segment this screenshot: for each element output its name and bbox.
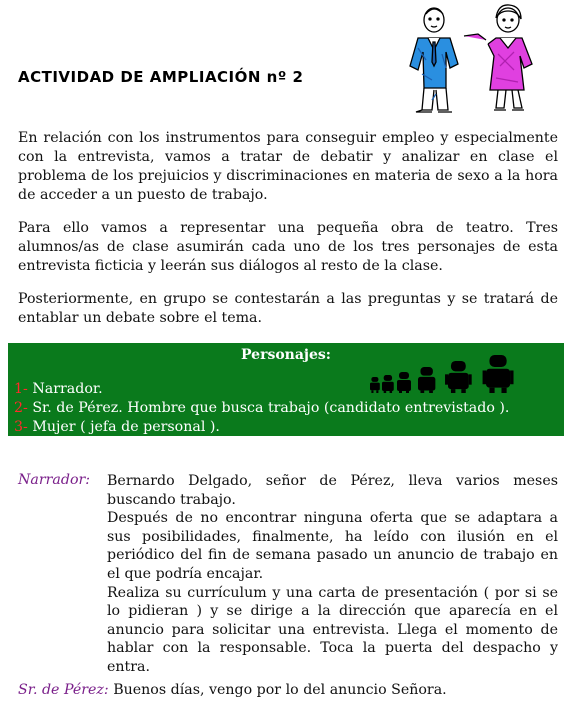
characters-box <box>8 343 564 436</box>
narrator-paragraph: Realiza su currículum y una carta de presentación ( por si se lo pidieran ) y se dirige a la dirección que aparecía en el anuncio para solicitar una entrevista. Llega el momento de hablar con la responsable. Toca la puerta del despacho y entra. <box>107 584 558 675</box>
page-title: ACTIVIDAD DE AMPLIACIÓN nº 2 <box>18 68 304 86</box>
character-label: Mujer ( jefa de personal ). <box>27 419 220 435</box>
sr-perez-text: Buenos días, vengo por lo del anuncio Señora. <box>108 682 447 698</box>
character-number: 3- <box>14 419 28 435</box>
robot-icon <box>445 361 472 393</box>
man-figure <box>410 8 458 112</box>
sr-perez-speaker-label: Sr. de Pérez: <box>18 682 109 698</box>
method-paragraph: Para ello vamos a representar una pequeña obra de teatro. Tres alumnos/as de clase asumirán cada uno de los tres personajes de esta entrevista ficticia y leerán sus diálogos al resto de la clase. <box>18 220 558 274</box>
character-number: 2- <box>14 400 28 416</box>
character-item-woman <box>14 419 220 435</box>
character-item-sr-perez <box>14 400 509 416</box>
narrator-paragraph: Bernardo Delgado, señor de Pérez, lleva varios meses buscando trabajo. <box>107 473 558 508</box>
character-label: Narrador. <box>27 381 103 397</box>
followup-paragraph: Posteriormente, en grupo se contestarán a las preguntas y se tratará de entablar un debate sobre el tema. <box>18 291 558 326</box>
narrator-dialogue <box>107 472 558 677</box>
characters-title: Personajes: <box>241 347 331 363</box>
robot-icon <box>370 377 380 393</box>
woman-figure <box>464 5 532 110</box>
robot-icon <box>483 355 514 393</box>
man-and-woman-illustration <box>388 4 558 116</box>
robot-figures-decoration <box>368 355 538 393</box>
character-item-narrator <box>14 381 103 397</box>
intro-paragraph: En relación con los instrumentos para conseguir empleo y especialmente con la entrevista, vamos a tratar de debatir y analizar en clase el problema de los prejuicios y discriminaciones en materia de sexo a la hora de acceder a un puesto de trabajo. <box>18 130 558 203</box>
character-number: 1- <box>14 381 28 397</box>
robot-icon <box>397 372 411 393</box>
character-label: Sr. de Pérez. Hombre que busca trabajo (candidato entrevistado ). <box>27 400 510 416</box>
sr-perez-dialogue <box>18 682 447 698</box>
robot-icon <box>382 375 394 393</box>
narrator-paragraph: Después de no encontrar ninguna oferta que se adaptara a sus posibilidades, finalmente, ha leído con ilusión en el periódico del fin de semana pasado un anuncio de trabajo en el que podría encajar. <box>107 510 558 582</box>
narrator-speaker-label: Narrador: <box>18 472 91 488</box>
robot-icon <box>418 367 435 393</box>
